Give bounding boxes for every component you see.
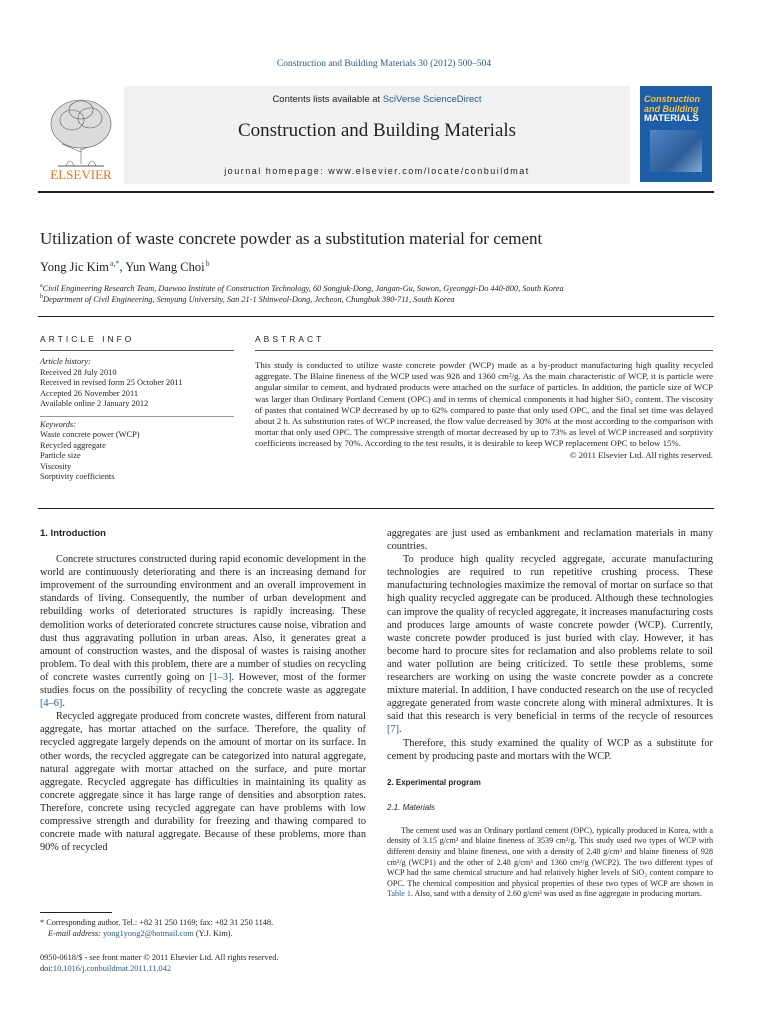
text-run: .: [62, 698, 65, 710]
keyword: Sorptivity coefficients: [40, 472, 115, 481]
email-line: [40, 928, 273, 939]
keyword: Viscosity: [40, 461, 72, 471]
journal-cover[interactable]: [640, 86, 712, 182]
ref-7[interactable]: [7]: [387, 724, 400, 736]
affiliation-a-text: Civil Engineering Research Team, Daewoo Institute of Construction Technology, 60 Songjuk-Dong, Jangan-Gu, Suwon, Gyeonggi-Do 440-800, South Korea: [42, 283, 564, 293]
history-label: Article history:: [40, 357, 91, 366]
author-2-affil-mark[interactable]: b: [205, 259, 210, 268]
journal-citation[interactable]: Construction and Building Materials 30 (2012) 500–504: [276, 59, 492, 69]
accepted-date: Accepted 26 November 2011: [40, 388, 139, 398]
title-rule: [38, 316, 714, 317]
abstract: [255, 360, 713, 461]
doi-link[interactable]: 10.1016/j.conbuildmat.2011.11.042: [52, 964, 171, 973]
ref-4-6[interactable]: [4–6]: [40, 698, 63, 710]
cover-title: [644, 94, 708, 124]
article-info-rule: [40, 350, 234, 351]
article-title: Utilization of waste concrete powder as a substitution material for cement: [40, 229, 543, 248]
intro-paragraph-2-cont: aggregates are just used as embankment and reclamation materials in many countries.: [387, 528, 713, 553]
keywords-rule: [40, 416, 234, 417]
corresponding-author: * Corresponding author. Tel.: +82 31 250 1169; fax: +82 31 250 1148.: [40, 918, 274, 927]
journal-name: Construction and Building Materials: [237, 120, 517, 141]
experimental-heading: 2. Experimental program: [387, 777, 481, 787]
affiliation-a: [40, 283, 720, 293]
revised-date: Received in revised form 25 October 2011: [40, 378, 183, 387]
cover-line-1: Construction: [644, 94, 700, 104]
article-info: [40, 357, 234, 483]
text-run: . However, most of the former studies focus on the possibility of recycling the concrete waste as aggregate: [40, 671, 367, 697]
contents-prefix: Contents lists available at: [272, 94, 383, 105]
cover-image: [650, 130, 702, 172]
left-column: [40, 527, 366, 854]
sciverse-link[interactable]: SciVerse ScienceDirect: [382, 94, 482, 105]
author-separator: ,: [119, 260, 126, 275]
abstract-text: This study is conducted to utilize waste concrete powder (WCP) made as a by-product manufacturing high quality recycled aggregate. The Blaine fineness of the WCP used was 928 and 1360 cm²/g. As the main characteristic of WCP, it is particle were angular similar to cement, and hydrated products were attached on the surface of particles. In addition, the particle size of WCP was larger than Ordinary Portland Cement (OPC) and in terms of chemical components it had higher SiO₂ content. The viscosity of pastes that contained WCP decreased by up to 62% compared to paste that only used OPC, and the final set time was delayed about 2 h. As substitution rates of WCP increased, the flow value decreased by 30% at the most according to the comparison with mortar that only used OPC. The compressive strength of mortar decreased by up to 73% as level of WCP increased and sorptivity coefficients increased by 70%. According to the test results, it is desirable to keep WCP replacement OPC to below 15%.: [255, 360, 713, 449]
intro-paragraph-1: [40, 553, 366, 710]
materials-section: [387, 826, 713, 900]
materials-heading: 2.1. Materials: [387, 802, 436, 812]
email-suffix: (Y.J. Kim).: [193, 929, 233, 938]
doi-line: [40, 963, 278, 974]
text-run: The cement used was an Ordinary portland cement (OPC), typically produced in Korea, with a density of 3.15 g/cm³ and blaine fineness of 3539 cm²/g. This study used two types of WCP with different density and blaine fineness, one with a density of 2.48 g/cm³ and blaine fineness of 928 cm²/g (WCP1) and the other of 2.48 g/cm³ and 1360 cm²/g (WCP2). The two different types of WCP had the same chemical structure and had relatively higher levels of SiO₂ content compare to OPC. The chemical composition and physical properties of these two types of WCP are shown in: [387, 825, 713, 888]
keyword: Recycled aggregate: [40, 440, 106, 450]
intro-heading: 1. Introduction: [40, 528, 106, 539]
author-list: [40, 259, 210, 275]
keywords-label: Keywords:: [40, 419, 76, 429]
intro-paragraph-3: [387, 553, 713, 736]
affiliation-b: [40, 294, 720, 304]
author-1-affil-mark[interactable]: a,*: [109, 259, 120, 268]
footnote: [40, 917, 273, 939]
online-date: Available online 2 January 2012: [40, 399, 149, 408]
cover-line-2: and Building: [644, 104, 699, 114]
affiliation-a-mark: a: [40, 283, 43, 289]
ref-1-3[interactable]: [1–3]: [209, 671, 232, 683]
header-rule: [38, 191, 714, 193]
issn-line: 0950-0618/$ - see front matter © 2011 Elsevier Ltd. All rights reserved.: [40, 953, 279, 962]
intro-paragraph-4: Therefore, this study examined the quality of WCP as a substitute for cement by producing paste and mortars with the WCP.: [387, 737, 713, 762]
author-2[interactable]: Yun Wang Choi: [125, 260, 205, 275]
abstract-copyright: © 2011 Elsevier Ltd. All rights reserved.: [569, 449, 713, 460]
text-run: To produce high quality recycled aggregate, accurate manufacturing technologies are required to run repetitive crushing process. These manufacturing technologies maximize the removal of mortar on surface so that high quality recycled aggregate can be produced. Although these technologies can improve the quality of recycled aggregate, it increases manufacturing costs and produces large amounts of waste concrete powder (WCP). Currently, waste concrete powder produced is just buried with clay. However, it has become hard to procure sites for reclamation and also problems relate to soil and water pollution are being criticized. To settle these problems, some researchers are working on using the waste concrete powder as a concrete mixture material. In addition, I have conducted research on the use of recycled aggregate generated from waste concrete along with mineral admixtures. It is said that this research is very beneficial in terms of the recycle of resources: [387, 554, 713, 723]
journal-homepage[interactable]: journal homepage: www.elsevier.com/locate/conbuildmat: [224, 166, 530, 176]
materials-paragraph: [387, 826, 713, 900]
abstract-bottom-rule: [38, 508, 714, 509]
affiliation-b-mark: b: [40, 294, 43, 300]
article-info-heading: ARTICLE INFO: [40, 334, 135, 344]
keyword: Particle size: [40, 451, 81, 460]
author-1[interactable]: Yong Jic Kim: [40, 260, 109, 275]
email-link[interactable]: yong1yong2@hotmail.com: [103, 929, 194, 938]
footnote-rule: [40, 912, 112, 913]
elsevier-wordmark: ELSEVIER: [50, 167, 112, 182]
email-label: E-mail address:: [48, 929, 103, 938]
abstract-rule: [255, 350, 713, 351]
cover-line-3: MATERIALS: [644, 113, 699, 124]
intro-paragraph-2: Recycled aggregate produced from concrete wastes, different from natural aggregate, has mortar attached on the surface. Therefore, the quality of recycled aggregate largely depends on the amount of mortar on its surface. In other words, the recycled aggregate can be categorized into natural aggregate, natural aggregate with mortar attached on the surface, and pure mortar aggregate. Recycled aggregate has difficulties in maintaining its quality as concrete aggregate since it has large range of densities and absorption rates. Therefore, concrete using recycled aggregate can have problems with low compressive strength and durability for freezing and thawing compared to concrete made with natural aggregate. Because of these problems, more than 90% of recycled: [40, 711, 366, 854]
affiliation-b-text: Department of Civil Engineering, Semyung University, San 21-1 Shinweol-Dong, Jecheon, Chungbuk 390-711, South Korea: [43, 294, 455, 304]
front-matter: [40, 952, 278, 974]
text-run: .: [399, 724, 402, 736]
text-run: Concrete structures constructed during rapid economic development in the world are continuously deteriorating and there is an increasing demand for improvement of the surrounding environment and an overall improvement in standards of living. Consequently, the number of urban development and rebuilding works of deteriorated structures is rapidly increasing. These demolition works of deteriorated concrete structures cause noise, vibration and dust thus aggravating pollution in urban areas. Also, it generates great a amount of construction wastes, and the disposal of wastes is raising another problem. To deal with this problem, there are a number of studies on recycling of concrete wastes currently going on: [40, 554, 366, 683]
elsevier-tree-icon: [38, 86, 124, 184]
keyword: Waste concrete power (WCP): [40, 430, 140, 439]
abstract-heading: ABSTRACT: [255, 334, 325, 344]
text-run: . Also, sand with a density of 2.60 g/cm³ was used as fine aggregate in producing mortars.: [410, 889, 702, 899]
received-date: Received 28 July 2010: [40, 367, 117, 377]
doi-prefix: doi:: [40, 964, 53, 973]
contents-line: [124, 94, 630, 105]
elsevier-logo: [38, 86, 124, 184]
table-1-link[interactable]: Table 1: [387, 889, 411, 899]
right-column: [387, 527, 713, 900]
